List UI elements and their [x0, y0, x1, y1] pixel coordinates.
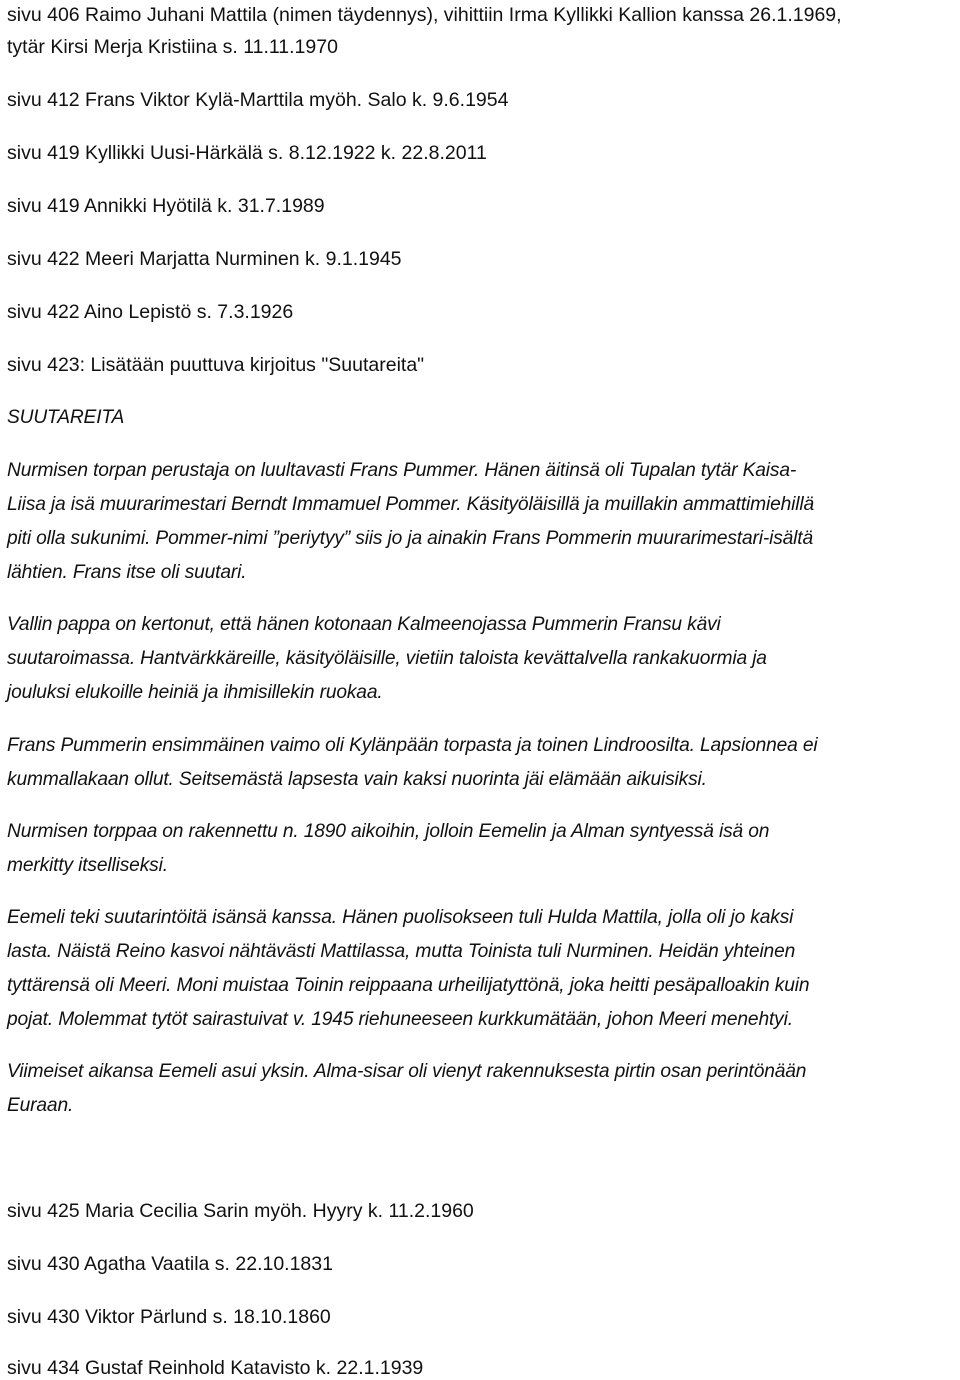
- entry-line: sivu 419 Annikki Hyötilä k. 31.7.1989: [7, 195, 325, 217]
- article-line: kummallakaan ollut. Seitsemästä lapsesta vain kaksi nuorinta jäi elämään aikuisiksi.: [7, 769, 707, 790]
- entry-line: sivu 422 Aino Lepistö s. 7.3.1926: [7, 301, 294, 323]
- article-line: Liisa ja isä muurarimestari Berndt Immamuel Pommer. Käsityöläisillä ja muillakin ammattimiehillä: [7, 494, 815, 515]
- article-line: Vallin pappa on kertonut, että hänen kotonaan Kalmeenojassa Pummerin Fransu kävi: [7, 614, 721, 635]
- article-line: Nurmisen torppaa on rakennettu n. 1890 aikoihin, jolloin Eemelin ja Alman syntyessä isä on: [7, 821, 770, 842]
- entry-line: sivu 430 Viktor Pärlund s. 18.10.1860: [7, 1306, 331, 1328]
- entry-line: tytär Kirsi Merja Kristiina s. 11.11.1970: [7, 36, 338, 58]
- article-line: pojat. Molemmat tytöt sairastuivat v. 1945 riehuneeseen kurkkumätään, johon Meeri menehtyi.: [7, 1009, 793, 1030]
- entry-line: sivu 425 Maria Cecilia Sarin myöh. Hyyry k. 11.2.1960: [7, 1200, 474, 1222]
- entry-line: sivu 430 Agatha Vaatila s. 22.10.1831: [7, 1253, 333, 1275]
- entry-line: sivu 406 Raimo Juhani Mattila (nimen täydennys), vihittiin Irma Kyllikki Kallion kanssa 26.1.1969,: [7, 4, 842, 26]
- entry-line: sivu 422 Meeri Marjatta Nurminen k. 9.1.1945: [7, 248, 402, 270]
- article-line: suutaroimassa. Hantvärkkäreille, käsityöläisille, vietiin taloista kevättalvella rankakuormia ja: [7, 648, 767, 669]
- article-line: lasta. Näistä Reino kasvoi nähtävästi Mattilassa, mutta Toinista tuli Nurminen. Heidän yhteinen: [7, 941, 796, 962]
- article-line: Euraan.: [7, 1095, 74, 1116]
- article-line: jouluksi elukoille heiniä ja ihmisillekin ruokaa.: [7, 682, 383, 703]
- article-line: Nurmisen torpan perustaja on luultavasti Frans Pummer. Hänen äitinsä oli Tupalan tytär Kaisa-: [7, 460, 797, 481]
- article-line: Frans Pummerin ensimmäinen vaimo oli Kylänpään torpasta ja toinen Lindroosilta. Lapsionnea ei: [7, 735, 818, 756]
- entry-line: sivu 419 Kyllikki Uusi-Härkälä s. 8.12.1922 k. 22.8.2011: [7, 142, 487, 164]
- article-line: tyttärensä oli Meeri. Moni muistaa Toinin reippaana urheilijatyttönä, joka heitti pesäpalloakin kuin: [7, 975, 810, 996]
- article-line: Eemeli teki suutarintöitä isänsä kanssa. Hänen puolisokseen tuli Hulda Mattila, jolla oli jo kaksi: [7, 907, 794, 928]
- entry-line: sivu 423: Lisätään puuttuva kirjoitus "Suutareita": [7, 354, 425, 376]
- entry-line: sivu 434 Gustaf Reinhold Katavisto k. 22.1.1939: [7, 1357, 424, 1379]
- article-line: Viimeiset aikansa Eemeli asui yksin. Alma-sisar oli vienyt rakennuksesta pirtin osan perintönään: [7, 1061, 807, 1082]
- section-title: SUUTAREITA: [7, 407, 125, 428]
- article-line: merkitty itselliseksi.: [7, 855, 168, 876]
- article-line: lähtien. Frans itse oli suutari.: [7, 562, 247, 583]
- article-line: piti olla sukunimi. Pommer-nimi ”periytyy” siis jo ja ainakin Frans Pommerin muurarimestari-isältä: [7, 528, 813, 549]
- entry-line: sivu 412 Frans Viktor Kylä-Marttila myöh. Salo k. 9.6.1954: [7, 89, 509, 111]
